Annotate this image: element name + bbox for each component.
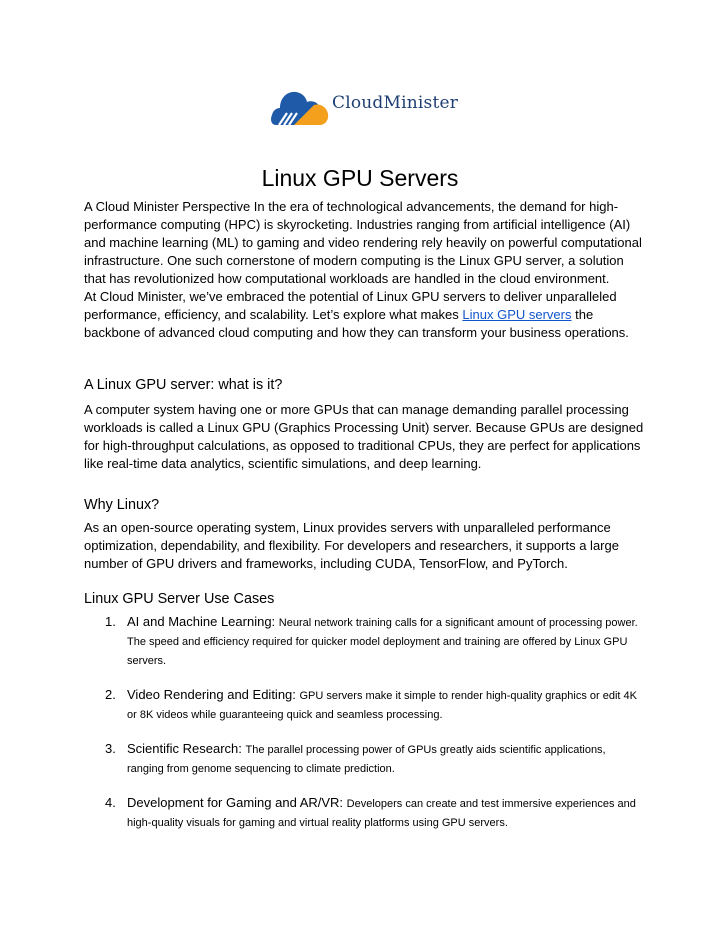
list-item-label: Video Rendering and Editing: <box>127 687 300 702</box>
intro-text-before-link: At Cloud Minister, we’ve embraced the potential of Linux GPU servers to deliver unparalleled performance, efficiency, and scalability. Let’s explore what makes <box>84 289 617 322</box>
page-title: Linux GPU Servers <box>261 165 459 191</box>
list-item-description: The parallel processing power of GPUs greatly aids scientific applications, ranging from genome sequencing to climate prediction. <box>127 744 606 775</box>
list-number: 2. <box>105 687 116 702</box>
list-item-description: Developers can create and test immersive experiences and high-quality visuals for gaming and virtual reality platforms using GPU servers. <box>127 798 636 829</box>
intro-section <box>84 198 644 342</box>
cloud-logo-icon <box>270 83 330 129</box>
list-number: 3. <box>105 741 116 756</box>
list-item <box>84 686 644 724</box>
section-heading-use-cases: Linux GPU Server Use Cases <box>84 591 275 607</box>
list-item <box>84 794 644 832</box>
list-item-description: Neural network training calls for a significant amount of processing power. The speed and efficiency required for quicker model deployment and training are offered by Linux GPU servers. <box>127 617 638 667</box>
list-item <box>84 613 644 670</box>
list-number: 4. <box>105 795 116 810</box>
linux-gpu-servers-link[interactable]: Linux GPU servers <box>462 307 572 322</box>
section-body-why: As an open-source operating system, Linux provides servers with unparalleled performance optimization, dependability, and flexibility. For developers and researchers, it supports a large number of GPU drivers and frameworks, including CUDA, TensorFlow, and PyTorch. <box>84 520 619 571</box>
intro-text-after-link: the backbone of advanced cloud computing and how they can transform your business operations. <box>84 307 629 340</box>
section-body-what: A computer system having one or more GPUs that can manage demanding parallel processing workloads is called a Linux GPU (Graphics Processing Unit) server. Because GPUs are designed for high-throughput calculations, as opposed to traditional CPUs, they are perfect for applications like real-time data analytics, scientific simulations, and deep learning. <box>84 402 644 471</box>
logo <box>270 83 460 129</box>
list-item-label: Scientific Research: <box>127 741 246 756</box>
list-item <box>84 740 644 778</box>
intro-paragraph-2 <box>84 288 644 342</box>
logo-text: CloudMinister <box>332 93 459 113</box>
list-item-description: GPU servers make it simple to render high-quality graphics or edit 4K or 8K videos while guaranteeing quick and seamless processing. <box>127 690 637 721</box>
section-heading-why: Why Linux? <box>84 497 160 513</box>
list-item-label: AI and Machine Learning: <box>127 614 279 629</box>
section-heading-what: A Linux GPU server: what is it? <box>84 377 283 393</box>
intro-paragraph: A Cloud Minister Perspective In the era of technological advancements, the demand for high-performance computing (HPC) is skyrocketing. Industries ranging from artificial intelligence (AI) and machine learning (ML) to gaming and video rendering rely heavily on powerful computational infrastructure. One such cornerstone of modern computing is the Linux GPU server, a solution that has revolutionized how computational workloads are handled in the cloud environment. <box>84 199 642 286</box>
use-cases-list <box>84 613 644 848</box>
list-number: 1. <box>105 614 116 629</box>
list-item-label: Development for Gaming and AR/VR: <box>127 795 347 810</box>
